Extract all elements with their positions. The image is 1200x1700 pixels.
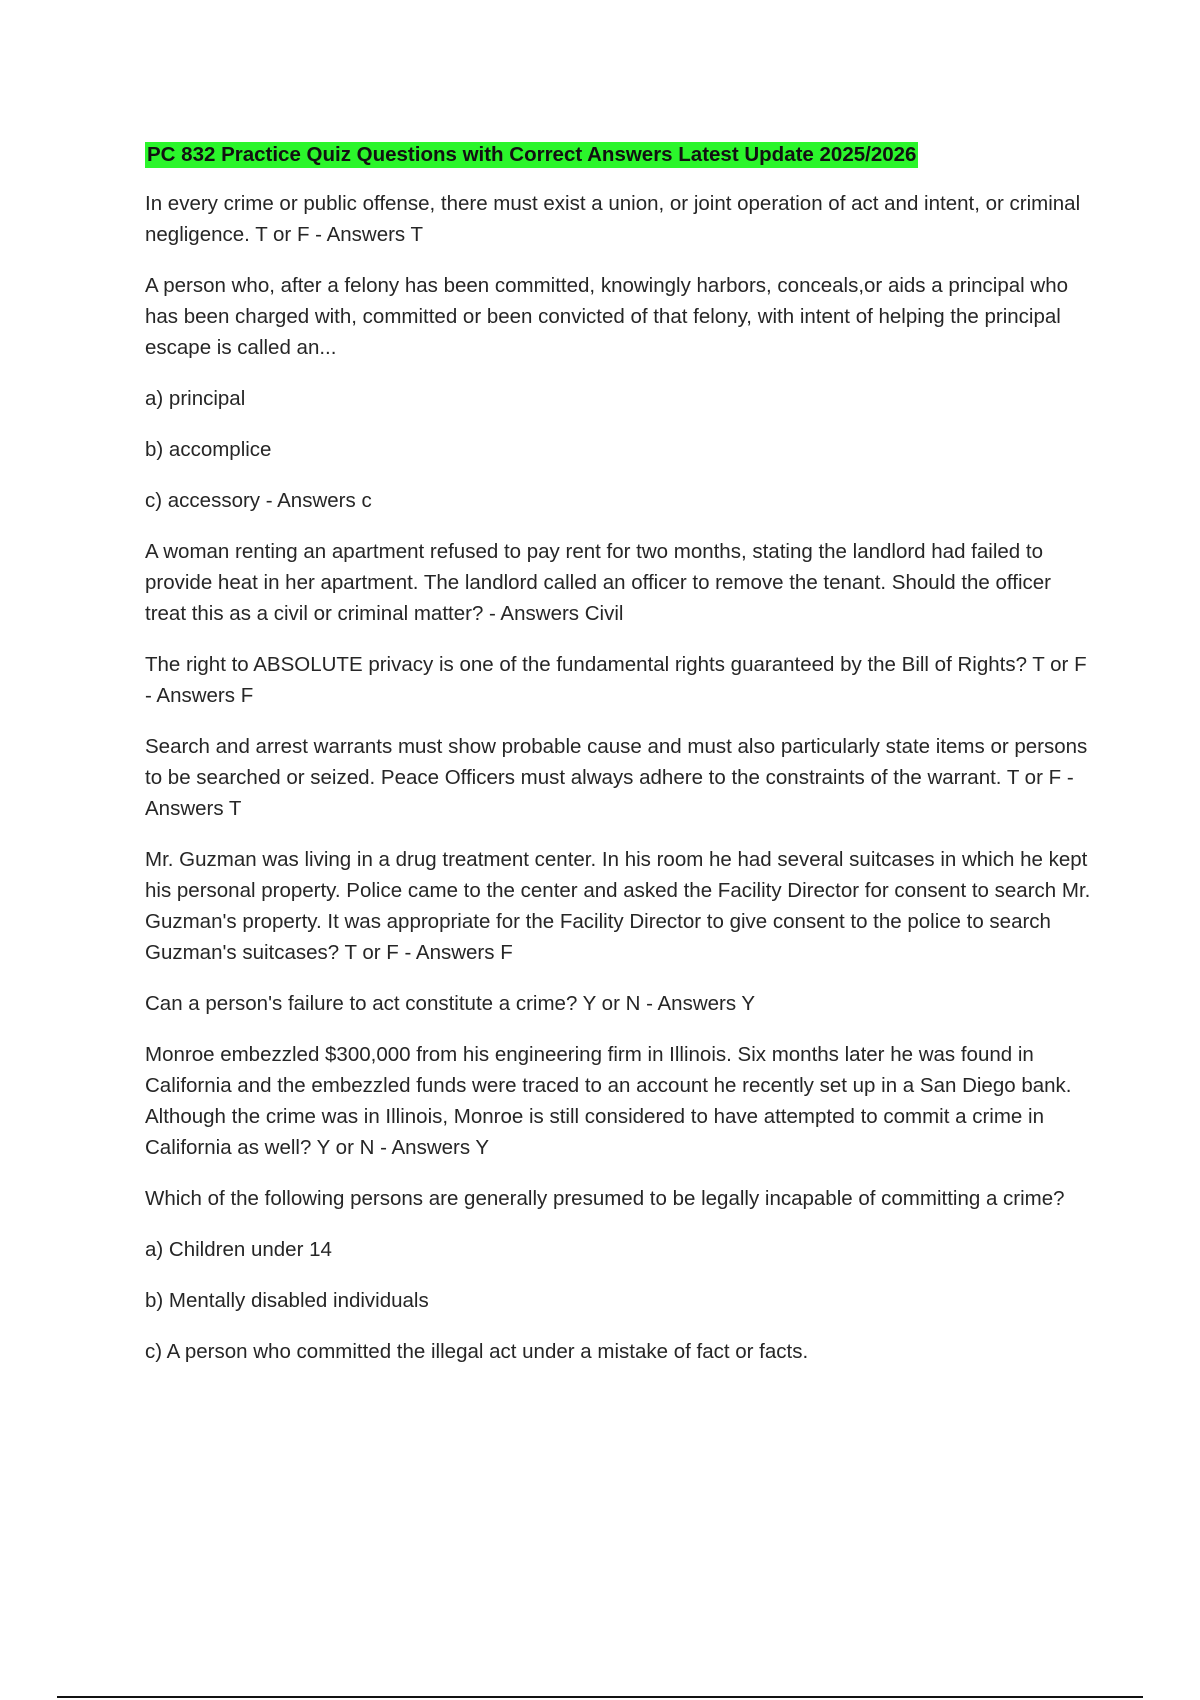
- footer-divider: [57, 1696, 1143, 1698]
- option-a: a) principal: [145, 387, 246, 410]
- question-6: Mr. Guzman was living in a drug treatment center. In his room he had several suitcases in which he kept his personal property. Police came to the center and asked the Facility Director for consent to search Mr. Guzman's property. It was appropriate for the Facility Director to give consent to the police to search Guzman's suitcases? T or F - Answers F: [145, 848, 1091, 964]
- question-2: A person who, after a felony has been committed, knowingly harbors, conceals,or aids a principal who has been charged with, committed or been convicted of that felony, with intent of helping the principal escape is called an...: [145, 274, 1069, 359]
- question-5: Search and arrest warrants must show probable cause and must also particularly state items or persons to be searched or seized. Peace Officers must always adhere to the constraints of the warrant. T or F - Answers T: [145, 735, 1088, 820]
- option-b: b) accomplice: [145, 438, 272, 461]
- option-b: b) Mentally disabled individuals: [145, 1289, 429, 1312]
- question-1: In every crime or public offense, there must exist a union, or joint operation of act and intent, or criminal negligence. T or F - Answers T: [145, 192, 1081, 246]
- question-9: Which of the following persons are generally presumed to be legally incapable of committing a crime?: [145, 1187, 1065, 1210]
- question-3: A woman renting an apartment refused to pay rent for two months, stating the landlord had failed to provide heat in her apartment. The landlord called an officer to remove the tenant. Should the officer treat this as a civil or criminal matter? - Answers Civil: [145, 540, 1051, 625]
- document-body: [145, 142, 1095, 1387]
- option-c: c) A person who committed the illegal act under a mistake of fact or facts.: [145, 1340, 809, 1363]
- option-a: a) Children under 14: [145, 1238, 332, 1261]
- document-title: PC 832 Practice Quiz Questions with Correct Answers Latest Update 2025/2026: [147, 143, 917, 166]
- question-4: The right to ABSOLUTE privacy is one of the fundamental rights guaranteed by the Bill of Rights? T or F - Answers F: [145, 653, 1087, 707]
- question-8: Monroe embezzled $300,000 from his engineering firm in Illinois. Six months later he was found in California and the embezzled funds were traced to an account he recently set up in a San Diego bank. Although the crime was in Illinois, Monroe is still considered to have attempted to commit a crime in California as well? Y or N - Answers Y: [145, 1043, 1072, 1159]
- question-7: Can a person's failure to act constitute a crime? Y or N - Answers Y: [145, 992, 756, 1015]
- option-c: c) accessory - Answers c: [145, 489, 372, 512]
